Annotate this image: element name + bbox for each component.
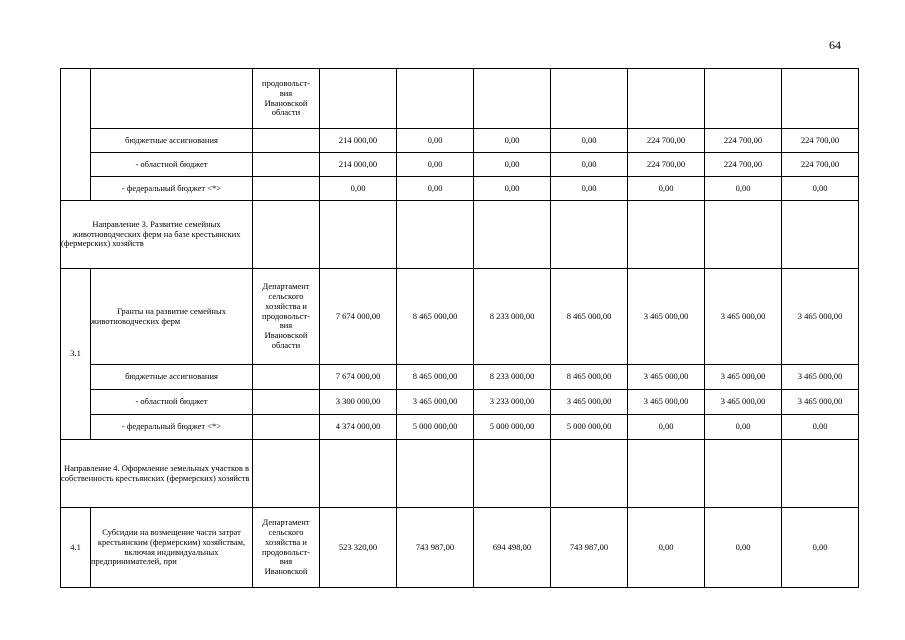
value-cell: 8 465 000,00 [551,269,628,365]
row-label: бюджетные ассигнования [91,365,253,390]
value-cell: 3 465 000,00 [782,269,859,365]
value-cell: 0,00 [397,153,474,177]
value-cell: 0,00 [705,508,782,588]
value-cell: 3 465 000,00 [705,390,782,415]
row-label: - областной бюджет [91,153,253,177]
budget-table [60,68,859,588]
table-row [61,129,859,153]
value-cell: 3 233 000,00 [474,390,551,415]
index-cell [61,69,91,201]
table-row [61,390,859,415]
value-cell: 0,00 [397,129,474,153]
value-cell: 743 987,00 [551,508,628,588]
item-index: 4.1 [61,508,91,588]
value-cell: 224 700,00 [782,153,859,177]
item-name: Субсидии на возмещение части затрат крестьянским (фермерским) хозяйствам, включая индивидуальных предпринимателей, при [91,508,253,588]
value-cell: 0,00 [628,508,705,588]
value-cell: 3 465 000,00 [397,390,474,415]
value-cell: 3 465 000,00 [782,390,859,415]
value-cell: 523 320,00 [320,508,397,588]
table-row [61,201,859,269]
value-cell: 3 465 000,00 [628,365,705,390]
executor-cell: Департамент сельского хозяйства и продовольст- вия Ивановской области [253,269,320,365]
table-row [61,415,859,440]
table-row [61,440,859,508]
value-cell: 4 374 000,00 [320,415,397,440]
value-cell: 0,00 [474,177,551,201]
value-cell: 8 465 000,00 [397,269,474,365]
value-cell: 3 465 000,00 [705,269,782,365]
value-cell: 3 465 000,00 [551,390,628,415]
executor-cell: продовольст- вия Ивановской области [253,69,320,129]
row-label: - федеральный бюджет <*> [91,177,253,201]
value-cell: 8 465 000,00 [397,365,474,390]
value-cell: 0,00 [320,177,397,201]
value-cell: 8 233 000,00 [474,269,551,365]
value-cell: 0,00 [705,177,782,201]
value-cell: 3 465 000,00 [705,365,782,390]
value-cell: 214 000,00 [320,129,397,153]
value-cell: 224 700,00 [782,129,859,153]
value-cell: 224 700,00 [628,129,705,153]
item-index: 3.1 [61,269,91,440]
value-cell: 3 300 000,00 [320,390,397,415]
executor-cell: Департамент сельского хозяйства и продовольст- вия Ивановской [253,508,320,588]
page-number: 64 [829,38,841,52]
value-cell: 0,00 [782,177,859,201]
value-cell: 0,00 [551,177,628,201]
value-cell: 0,00 [628,177,705,201]
value-cell: 3 465 000,00 [628,269,705,365]
name-cell [91,69,253,129]
value-cell: 694 498,00 [474,508,551,588]
table-row [61,177,859,201]
value-cell: 8 465 000,00 [551,365,628,390]
value-cell: 224 700,00 [705,129,782,153]
value-cell: 224 700,00 [705,153,782,177]
value-cell: 0,00 [474,153,551,177]
row-label: - областной бюджет [91,390,253,415]
table-row [61,153,859,177]
table-row [61,365,859,390]
value-cell: 7 674 000,00 [320,269,397,365]
value-cell: 0,00 [782,415,859,440]
value-cell: 0,00 [628,415,705,440]
table-row [61,508,859,588]
item-name: Гранты на развитие семейных животноводческих ферм [91,269,253,365]
value-cell: 214 000,00 [320,153,397,177]
value-cell: 5 000 000,00 [551,415,628,440]
value-cell: 5 000 000,00 [474,415,551,440]
value-cell: 3 465 000,00 [782,365,859,390]
table-row [61,269,859,365]
value-cell: 8 233 000,00 [474,365,551,390]
table-row [61,69,859,129]
row-label: - федеральный бюджет <*> [91,415,253,440]
value-cell: 0,00 [782,508,859,588]
value-cell: 0,00 [551,153,628,177]
direction-heading: Направление 4. Оформление земельных участков в собственность крестьянских (фермерских) хозяйств [61,440,253,508]
value-cell: 224 700,00 [628,153,705,177]
row-label: бюджетные ассигнования [91,129,253,153]
value-cell: 0,00 [474,129,551,153]
direction-heading: Направление 3. Развитие семейных животноводческих ферм на базе крестьянских (фермерских) хозяйств [61,201,253,269]
value-cell: 0,00 [705,415,782,440]
value-cell: 7 674 000,00 [320,365,397,390]
value-cell: 743 987,00 [397,508,474,588]
value-cell: 0,00 [551,129,628,153]
value-cell: 0,00 [397,177,474,201]
value-cell: 5 000 000,00 [397,415,474,440]
value-cell: 3 465 000,00 [628,390,705,415]
